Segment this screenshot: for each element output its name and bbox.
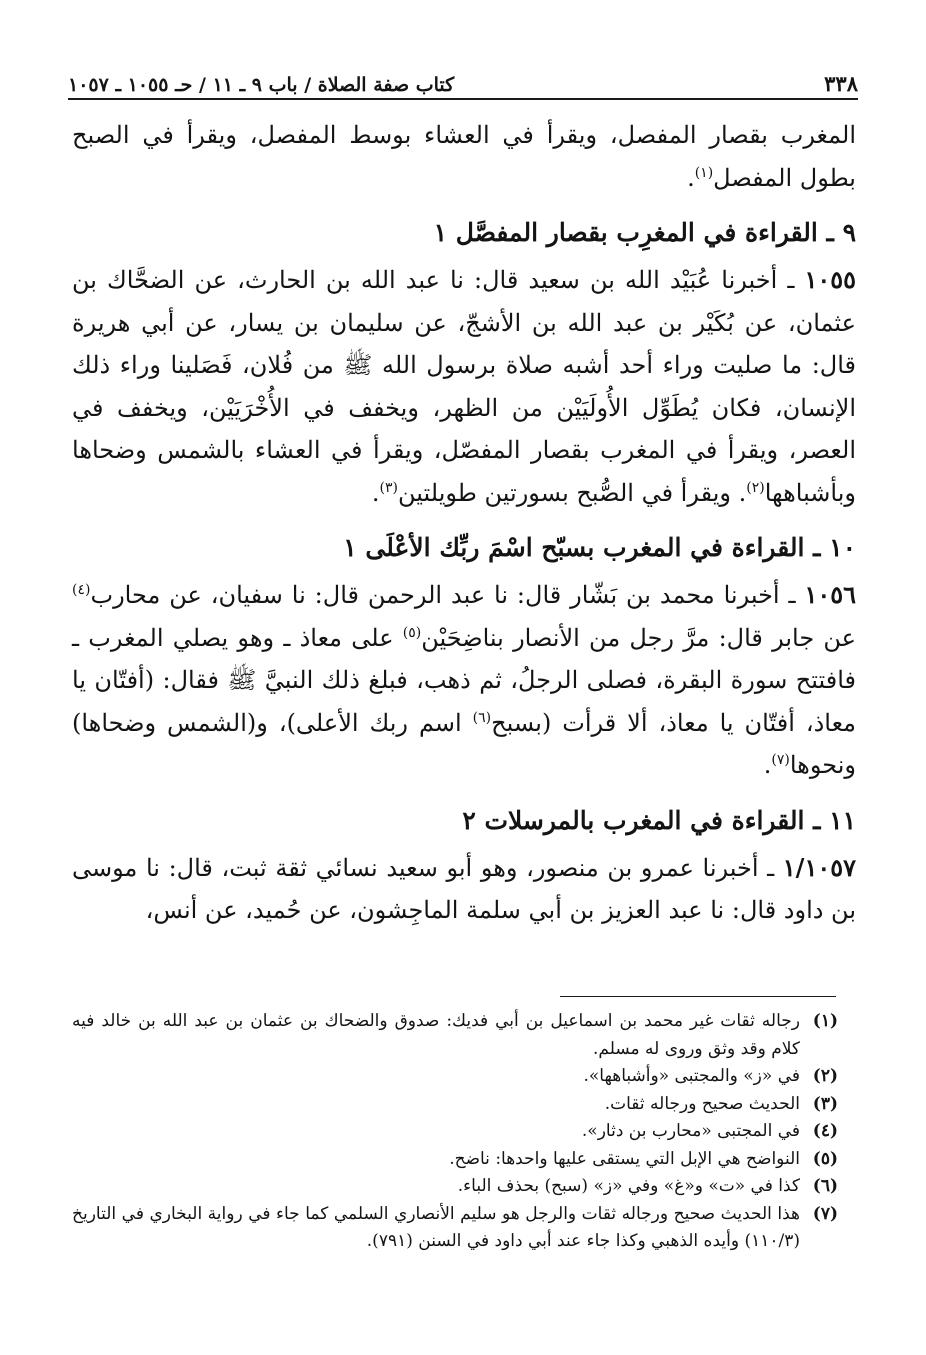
main-text xyxy=(72,114,856,932)
footnote-marker: (١) xyxy=(812,1011,838,1031)
footnote-marker: (٢) xyxy=(812,1066,838,1086)
hadith-1057 xyxy=(72,847,856,932)
intro-paragraph xyxy=(72,114,856,199)
footnote-ref: (٧) xyxy=(771,752,790,768)
hadith-text: اسم ربك الأعلى)، و(الشمس وضحاها) ونحوها xyxy=(72,708,856,779)
hadith-number: ١/١٠٥٧ xyxy=(782,852,856,882)
footnote-4 xyxy=(72,1118,838,1146)
section-heading-10: ١٠ ـ القراءة في المغرب بسبّح اسْمَ ربِّك الأعْلَى ١ xyxy=(343,533,856,562)
section-heading-9: ٩ ـ القراءة في المغرِب بقصار المفصَّل ١ xyxy=(433,218,856,247)
footnote-divider xyxy=(560,996,836,997)
footnote-ref: (١) xyxy=(694,164,714,181)
footnote-ref: (٤) xyxy=(72,582,91,598)
footnote-7 xyxy=(72,1201,838,1256)
hadith-text: . xyxy=(371,478,380,507)
footnote-text: هذا الحديث صحيح ورجاله ثقات والرجل هو سليم الأنصاري السلمي كما جاء في رواية البخاري في التاريخ (١١٠/٣) وأيده الذهبي وكذا جاء عند أبي داود في السنن (٧٩١). xyxy=(72,1203,800,1251)
footnote-1 xyxy=(72,1008,838,1063)
hadith-text: . ويقرأ في الصُّبح بسورتين طويلتين xyxy=(398,478,747,507)
footnote-ref: (٢) xyxy=(746,479,765,496)
hadith-1055 xyxy=(72,259,856,514)
footnote-3 xyxy=(72,1091,838,1119)
footnote-marker: (٥) xyxy=(812,1148,838,1169)
footnote-text: كذا في «ت» و«غ» وفي «ز» (سبح) بحذف الباء. xyxy=(457,1176,800,1196)
intro-end: . xyxy=(687,163,695,192)
footnote-marker: (٧) xyxy=(812,1203,838,1224)
section-heading-11: ١١ ـ القراءة في المغرب بالمرسلات ٢ xyxy=(462,805,856,835)
hadith-text: عن جابر قال: مرَّ رجل من الأنصار بناضِحَيْن xyxy=(421,623,856,652)
footnote-ref: (٥) xyxy=(402,624,422,641)
running-title: كتاب صفة الصلاة / باب ٩ ـ ١١ / حـ ١٠٥٥ ـ ١٠٥٧ xyxy=(68,74,455,96)
hadith-text: . xyxy=(763,751,772,779)
running-header xyxy=(68,62,858,100)
footnote-text: النواضح هي الإبل التي يستقى عليها واحدها: ناضح. xyxy=(449,1148,800,1169)
footnote-text: في «ز» والمجتبى «وأشباهها». xyxy=(583,1066,800,1086)
footnote-text: رجاله ثقات غير محمد بن اسماعيل بن أبي فديك: صدوق والضحاك بن عثمان بن عبد الله بن خالد فيه كلام وقد وثق وروى له مسلم. xyxy=(72,1011,800,1059)
page-number: ٣٣٨ xyxy=(824,71,858,96)
intro-text: المغرب بقصار المفصل، ويقرأ في العشاء بوسط المفصل، ويقرأ في الصبح بطول المفصل xyxy=(72,121,856,192)
footnote-6 xyxy=(72,1173,838,1201)
footnote-ref: (٣) xyxy=(379,479,398,496)
hadith-text: على معاذ ـ وهو يصلي المغرب ـ فافتتح سورة البقرة، فصلى الرجلُ، ثم ذهب، فبلغ ذلك النبيَّ ﷺ فقال: (أفتّان يا معاذ، أفتّان يا معاذ، ألا قرأت (بسبح xyxy=(72,623,857,737)
footnotes xyxy=(72,1008,838,1256)
hadith-number: ١٠٥٦ xyxy=(804,580,856,609)
hadith-1056 xyxy=(72,574,856,787)
footnote-2 xyxy=(72,1063,838,1091)
hadith-text: ـ أخبرنا عمرو بن منصور، وهو أبو سعيد نسائي ثقة ثبت، قال: نا موسى بن داود قال: نا عبد العزيز بن أبي سلمة الماجِشون، عن حُميد، عن أنس، xyxy=(72,853,856,924)
footnote-ref: (٦) xyxy=(472,709,492,726)
footnote-marker: (٤) xyxy=(812,1121,838,1141)
footnote-5 xyxy=(72,1146,838,1174)
hadith-text: ـ أخبرنا محمد بن بَشّار قال: نا عبد الرحمن قال: نا سفيان، عن محارب xyxy=(90,581,796,609)
footnote-text: في المجتبى «محارب بن دثار». xyxy=(581,1121,800,1141)
footnote-marker: (٣) xyxy=(812,1093,838,1114)
footnote-marker: (٦) xyxy=(812,1176,838,1196)
footnote-text: الحديث صحيح ورجاله ثقات. xyxy=(604,1093,800,1114)
hadith-number: ١٠٥٥ xyxy=(804,265,856,294)
hadith-text: ـ أخبرنا عُبَيْد الله بن سعيد قال: نا عبد الله بن الحارث، عن الضحَّاك بن عثمان، عن بُكَيْر بن عبد الله بن الأشجّ، عن سليمان بن يسار، عن أبي هريرة قال: ما صليت وراء أحد أشبه صلاة برسول الله ﷺ من فُلان، فَصَلينا وراء ذلك الإنسان، فكان يُطَوِّل الأُولَيَيْن من الظهر، ويخفف في الأُخْرَيَيْن، ويخفف في العصر، ويقرأ في المغرب بقصار المفصّل، ويقرأ في العشاء بالشمس وضحاها وبأشباهها xyxy=(72,266,856,507)
